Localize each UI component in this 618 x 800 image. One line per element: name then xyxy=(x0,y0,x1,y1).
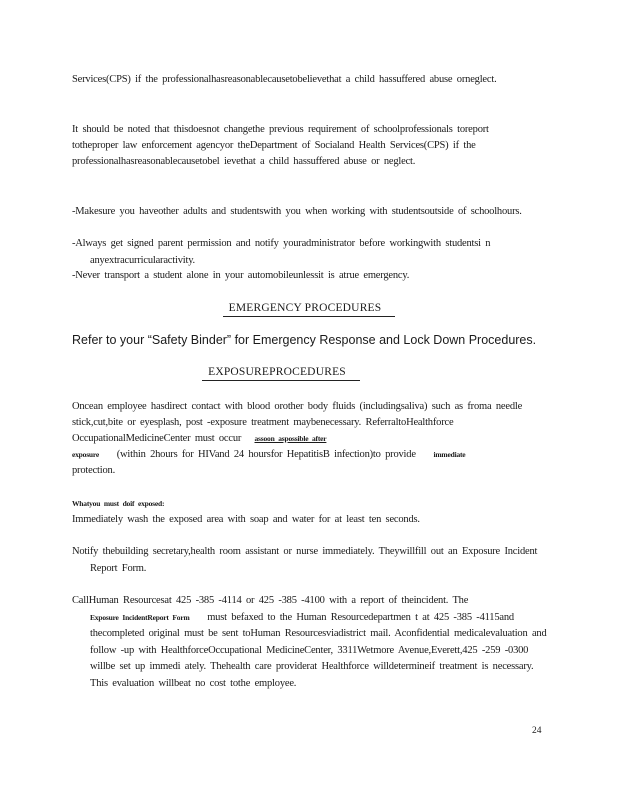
exposure-text-a: Oncean employee hasdirect contact with blood orother body fluids (includingsaliva) such as froma needle stick,cut,bite or eyesplash, post -exposure treatment maybenecessary. ReferraltoHealthforce OccupationalMedicineCenter must occur xyxy=(72,401,523,444)
reporting-requirement-paragraph: It should be noted that thisdoesnot changethe previous requirement of schoolprofessionals toreport totheproper law enforcement agencyor theDepartment of Socialand Health Services(CPS) if the professionalhasreasonablecausetobel ievethat a child hassuffered abuse or neglect. xyxy=(72,124,489,167)
exposure-text-exposure: exposure xyxy=(72,450,100,459)
immediately-wash-instruction: Immediately wash the exposed area with soap and water for at least ten seconds. xyxy=(72,514,420,525)
notify-building-paragraph: Notify thebuilding secretary,health room assistant or nurse immediately. Theywillfill out an Exposure Incident Report Form. xyxy=(72,546,538,574)
call-text-a: CallHuman Resourcesat 425 -385 -4114 or 425 -385 -4100 with a report of theincident. The xyxy=(72,595,469,606)
what-if-exposed-label: Whatyou must doif exposed: xyxy=(72,499,165,508)
exposure-text-immediate: immediate xyxy=(433,450,466,459)
cps-paragraph-continued: Services(CPS) if the professionalhasreasonablecausetobelievethat a child hassuffered abuse orneglect. xyxy=(72,74,497,85)
exposure-text-b: (within 2hours for HIVand 24 hoursfor HepatitisB infection)to provide xyxy=(116,449,416,460)
bullet-never-transport: -Never transport a student alone in your automobileunlessit is atrue emergency. xyxy=(72,270,410,281)
exposure-paragraph xyxy=(72,399,532,479)
exposure-text-asap: assoon aspossible after xyxy=(254,434,327,443)
call-human-resources-paragraph xyxy=(72,593,550,692)
call-text-b: must befaxed to the Human Resourcedepartmen t at 425 -385 -4115and thecompleted original must be sent toHuman Resourcesviadistrict mail. Aconfidential medicalevaluation and follow -up with HealthforceOccupational MedicineCenter, 3311Wetmore Avenue,Everett,425 -259 -0300 willbe set up immedi ately. Thehealth care providerat Healthforce willdetermineif treatment is necessary. This evaluation willbeat no cost tothe employee. xyxy=(90,611,547,689)
safety-binder-notice: Refer to your “Safety Binder” for Emergency Response and Lock Down Procedures. xyxy=(72,333,537,347)
bullet-parent-permission: -Always get signed parent permission and notify youradministrator before workingwith studentsi n anyextracurricularactivity. xyxy=(72,238,491,266)
exposure-incident-report-form-label: Exposure IncidentReport Form xyxy=(90,612,190,622)
page-number: 24 xyxy=(532,726,542,736)
exposure-text-c: protection. xyxy=(72,465,115,476)
exposure-procedures-heading: EXPOSUREPROCEDURES xyxy=(0,366,590,378)
emergency-procedures-heading: EMERGENCY PROCEDURES xyxy=(0,302,618,314)
bullet-other-adults: -Makesure you haveother adults and studentswith you when working with studentsoutside of schoolhours. xyxy=(72,206,522,217)
